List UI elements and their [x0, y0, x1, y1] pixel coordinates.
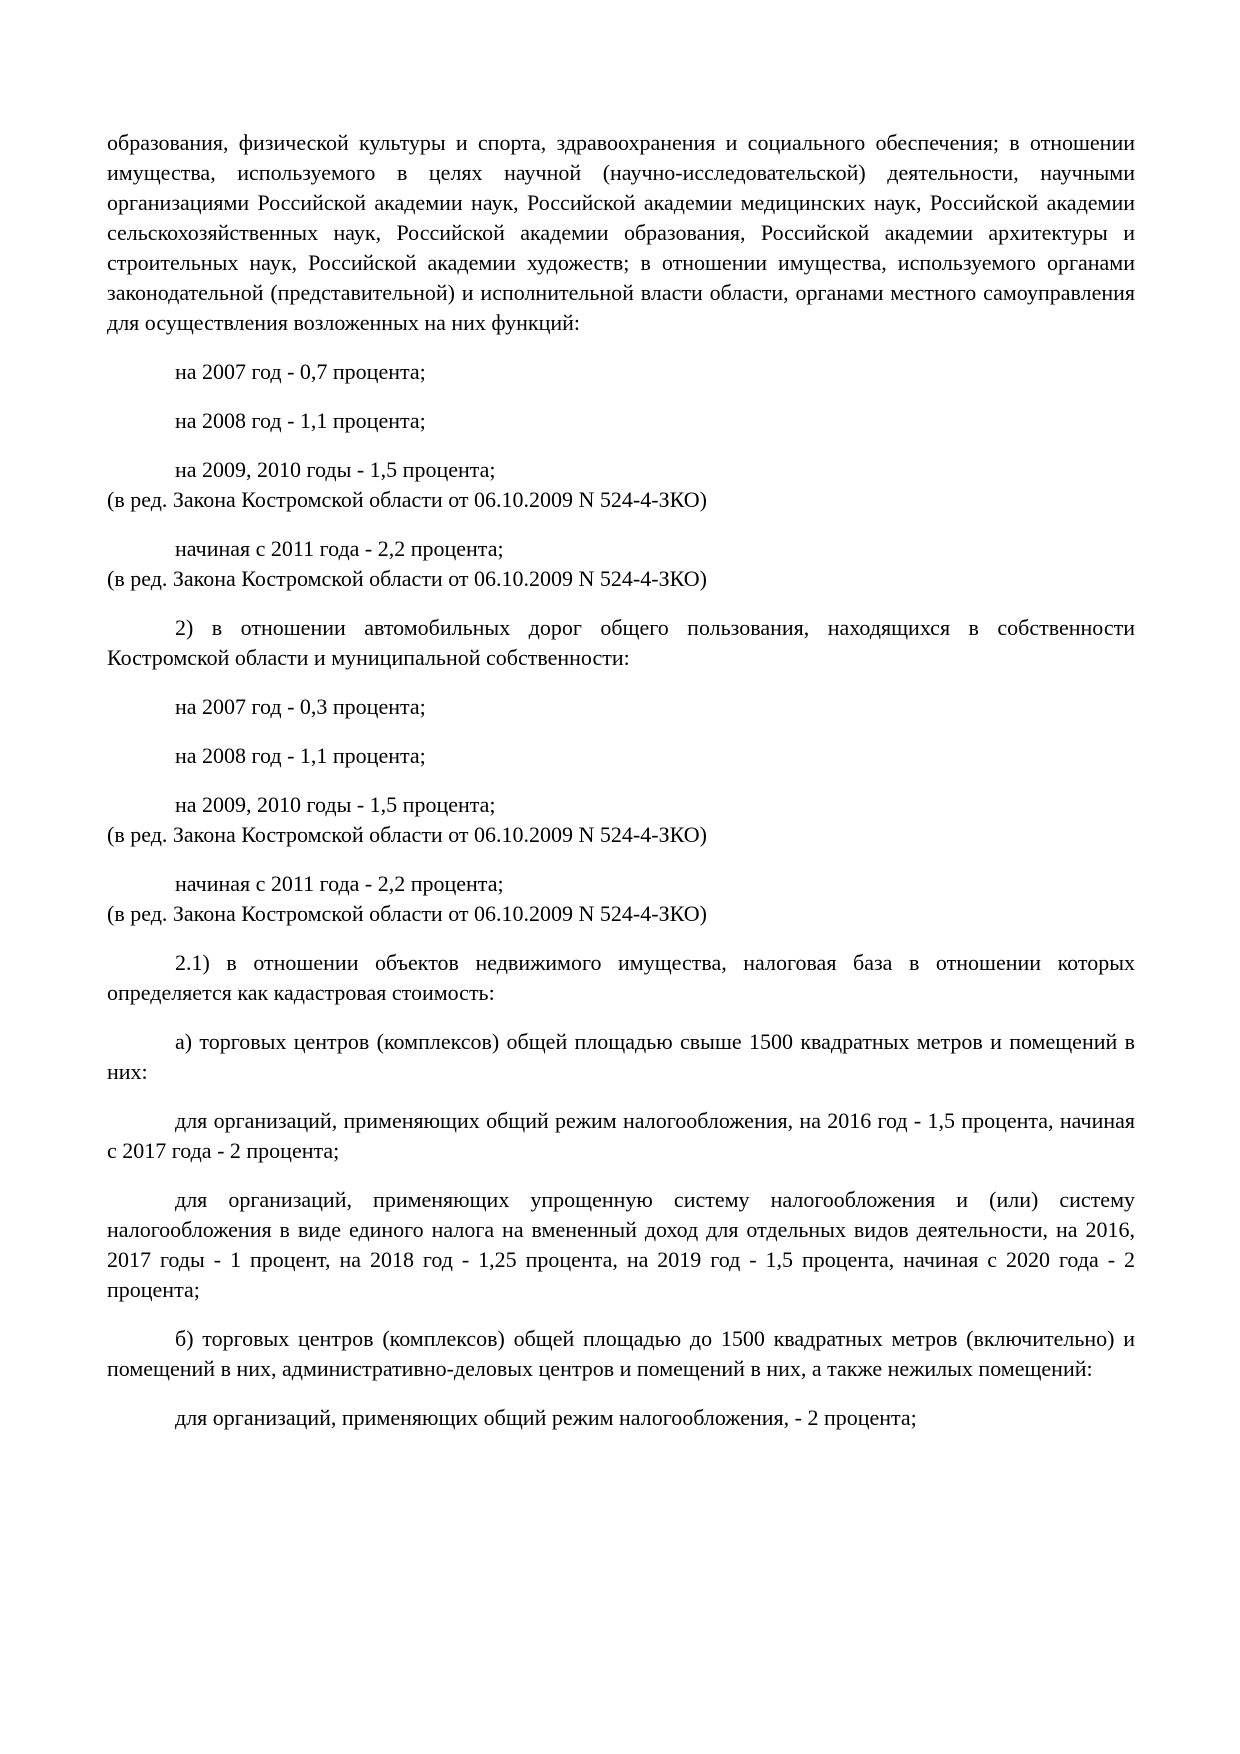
- rate-line-general-regime-2-percent: для организаций, применяющих общий режим налогообложения, - 2 процента;: [175, 1405, 917, 1430]
- rate-line-2011-roads: начиная с 2011 года - 2,2 процента;: [175, 871, 504, 896]
- paragraph-rate-simplified-regime: для организаций, применяющих упрощенную систему налогообложения и (или) систему налогообложения в виде единого налога на вмененный доход для отдельных видов деятельности, на 2016, 2017 годы - 1 процент, на 2018 год - 1,25 процента, на 2019 год - 1,5 процента, начиная с 2020 года - 2 процента;: [107, 1187, 1135, 1302]
- paragraph-item-2-roads: 2) в отношении автомобильных дорог общего пользования, находящихся в собственности Костромской области и муниципальной собственности:: [107, 615, 1135, 670]
- paragraph-item-2-1-cadastral: 2.1) в отношении объектов недвижимого имущества, налоговая база в отношении которых определяется как кадастровая стоимость:: [107, 950, 1135, 1005]
- rate-line-2008-property: на 2008 год - 1,1 процента;: [175, 408, 426, 433]
- paragraph-item-b-malls-under-1500: б) торговых центров (комплексов) общей площадью до 1500 квадратных метров (включительно) и помещений в них, административно-деловых центров и помещений в них, а также нежилых помещений:: [107, 1326, 1135, 1381]
- rate-line-2007-roads: на 2007 год - 0,3 процента;: [175, 694, 426, 719]
- rate-line-2009-2010-property: на 2009, 2010 годы - 1,5 процента;: [175, 457, 496, 482]
- paragraph-rate-general-regime-2016: для организаций, применяющих общий режим налогообложения, на 2016 год - 1,5 процента, начиная с 2017 года - 2 процента;: [107, 1108, 1135, 1163]
- rate-line-2007-property: на 2007 год - 0,7 процента;: [175, 359, 426, 384]
- amendment-note-4: (в ред. Закона Костромской области от 06.10.2009 N 524-4-ЗКО): [107, 901, 707, 926]
- rate-line-2009-2010-roads: на 2009, 2010 годы - 1,5 процента;: [175, 792, 496, 817]
- amendment-note-1: (в ред. Закона Костромской области от 06.10.2009 N 524-4-ЗКО): [107, 487, 707, 512]
- rate-line-2008-roads: на 2008 год - 1,1 процента;: [175, 743, 426, 768]
- amendment-note-2: (в ред. Закона Костромской области от 06.10.2009 N 524-4-ЗКО): [107, 566, 707, 591]
- paragraph-item-a-malls-over-1500: а) торговых центров (комплексов) общей площадью свыше 1500 квадратных метров и помещений в них:: [107, 1029, 1135, 1084]
- amendment-note-3: (в ред. Закона Костромской области от 06.10.2009 N 524-4-ЗКО): [107, 822, 707, 847]
- rate-line-2011-property: начиная с 2011 года - 2,2 процента;: [175, 536, 504, 561]
- paragraph-intro: образования, физической культуры и спорта, здравоохранения и социального обеспечения; в отношении имущества, используемого в целях научной (научно-исследовательской) деятельности, научными организациями Российской академии наук, Российской академии медицинских наук, Российской академии сельскохозяйственных наук, Российской академии образования, Российской академии архитектуры и строительных наук, Российской академии художеств; в отношении имущества, используемого органами законодательной (представительной) и исполнительной власти области, органами местного самоуправления для осуществления возложенных на них функций:: [107, 130, 1135, 335]
